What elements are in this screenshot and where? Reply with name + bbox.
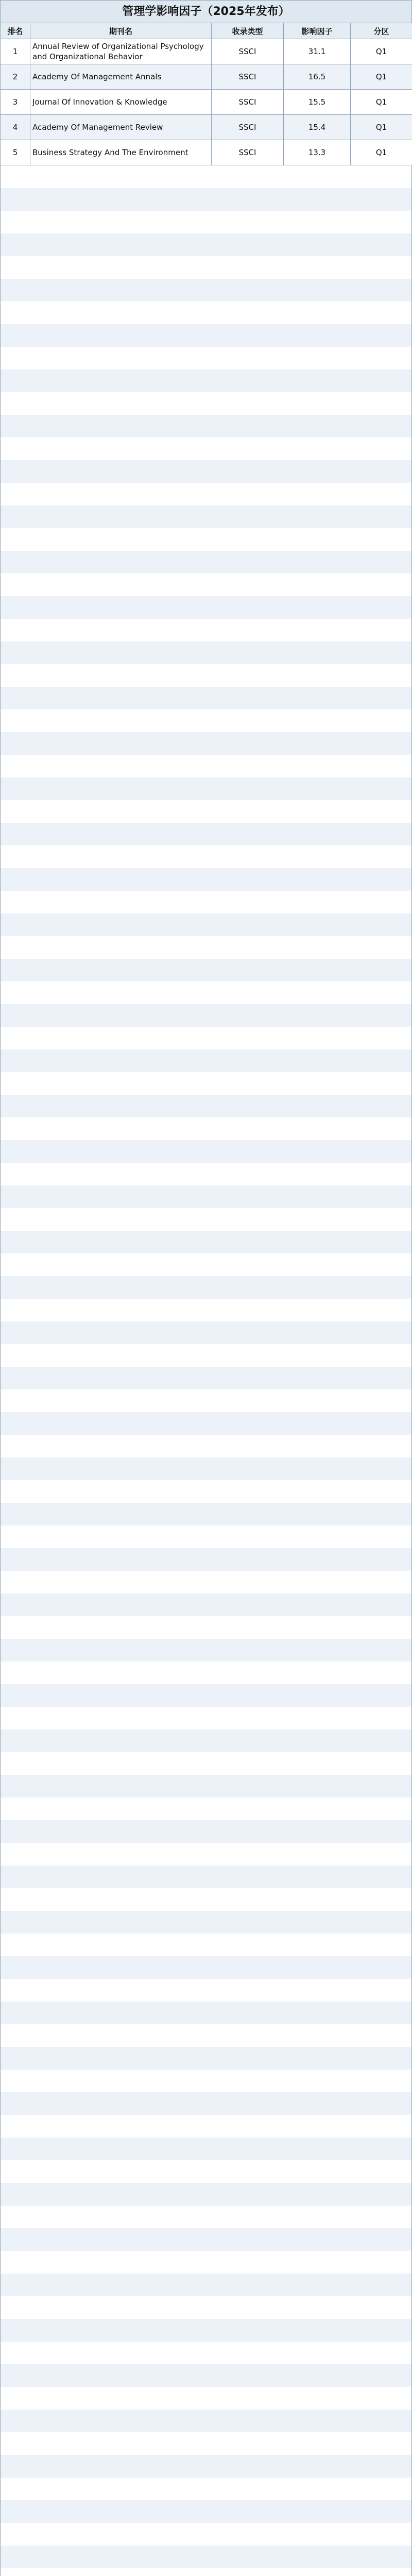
cell-quartile: Q1 [351,39,412,64]
cell-impact-factor: 16.5 [284,64,351,90]
column-header-type: 收录类型 [212,23,284,39]
cell-journal-name: Academy Of Management Review [30,115,212,140]
table-body-placeholder [0,165,412,2576]
column-header-quartile: 分区 [351,23,412,39]
cell-journal-name: Business Strategy And The Environment [30,140,212,165]
table-row [1,39,412,64]
table-header [1,23,412,39]
table-row [1,64,412,90]
cell-quartile: Q1 [351,140,412,165]
table-row [1,115,412,140]
table-header-row [1,23,412,39]
table-row [1,90,412,115]
cell-index-type: SSCI [212,115,284,140]
cell-impact-factor: 13.3 [284,140,351,165]
cell-impact-factor: 15.4 [284,115,351,140]
cell-index-type: SSCI [212,140,284,165]
cell-journal-name: Academy Of Management Annals [30,64,212,90]
cell-rank: 1 [1,39,30,64]
cell-quartile: Q1 [351,115,412,140]
cell-journal-name: Annual Review of Organizational Psychology and Organizational Behavior [30,39,212,64]
cell-index-type: SSCI [212,39,284,64]
table-body [1,39,412,165]
cell-rank: 3 [1,90,30,115]
cell-index-type: SSCI [212,90,284,115]
cell-impact-factor: 15.5 [284,90,351,115]
cell-rank: 4 [1,115,30,140]
cell-rank: 5 [1,140,30,165]
column-header-impact: 影响因子 [284,23,351,39]
journal-table [0,23,412,165]
cell-rank: 2 [1,64,30,90]
column-header-name: 期刊名 [30,23,212,39]
cell-quartile: Q1 [351,64,412,90]
cell-impact-factor: 31.1 [284,39,351,64]
cell-index-type: SSCI [212,64,284,90]
cell-quartile: Q1 [351,90,412,115]
page-title: 管理学影响因子（2025年发布） [0,0,412,23]
column-header-rank: 排名 [1,23,30,39]
table-row [1,140,412,165]
cell-journal-name: Journal Of Innovation & Knowledge [30,90,212,115]
